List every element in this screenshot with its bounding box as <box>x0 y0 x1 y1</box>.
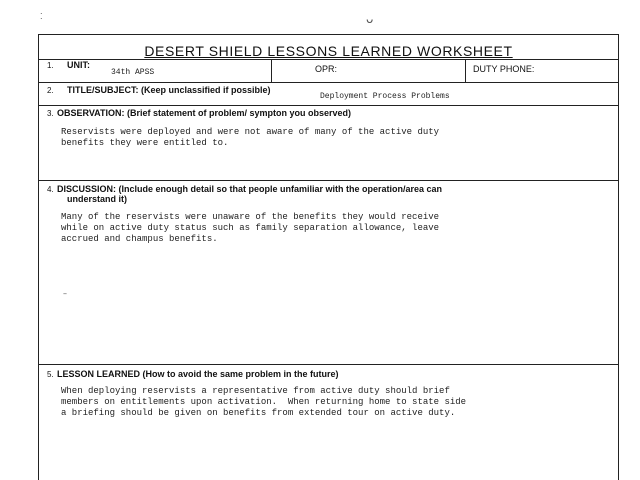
lessons-learned-worksheet <box>38 34 619 480</box>
field-number: 4. <box>47 185 54 194</box>
observation-line: Reservists were deployed and were not aware of many of the active duty <box>61 127 440 137</box>
lesson-learned-label: LESSON LEARNED (How to avoid the same problem in the future) <box>57 369 339 379</box>
unit-value: 34th APSS <box>111 68 155 77</box>
field-number: 3. <box>47 109 54 118</box>
discussion-label: DISCUSSION: (Include enough detail so that people unfamiliar with the operation/area can <box>57 184 443 194</box>
field-number: 2. <box>47 86 54 95</box>
discussion-line: accrued and champus benefits. <box>61 234 218 244</box>
rule <box>39 105 618 106</box>
field-number: 5. <box>47 370 54 379</box>
scan-speck: – <box>63 289 67 298</box>
field-number: 1. <box>47 61 54 70</box>
rule <box>39 59 618 60</box>
observation-line: benefits they were entitled to. <box>61 138 229 148</box>
discussion-line: Many of the reservists were unaware of the benefits they would receive <box>61 212 440 222</box>
lesson-line: members on entitlements upon activation. When returning home to state side <box>61 397 467 407</box>
observation-label: OBSERVATION: (Brief statement of problem/ sympton you observed) <box>57 108 352 118</box>
rule <box>39 82 618 83</box>
rule <box>39 364 618 365</box>
scan-mark: ᴗ <box>366 12 374 26</box>
rule <box>465 59 466 82</box>
title-subject-label: TITLE/SUBJECT: (Keep unclassified if possible) <box>67 85 271 95</box>
scan-speck: ⁚ <box>40 12 43 21</box>
discussion-line: while on active duty status such as family separation allowance, leave <box>61 223 440 233</box>
discussion-label-continued: understand it) <box>67 194 127 204</box>
worksheet-title: DESERT SHIELD LESSONS LEARNED WORKSHEET <box>144 43 513 59</box>
opr-label: OPR: <box>315 64 338 74</box>
duty-phone-label: DUTY PHONE: <box>473 64 535 74</box>
title-subject-value: Deployment Process Problems <box>320 92 450 101</box>
rule <box>39 180 618 181</box>
rule <box>271 59 272 82</box>
lesson-line: When deploying reservists a representative from active duty should brief <box>61 386 450 396</box>
unit-label: UNIT: <box>67 60 90 70</box>
lesson-line: a briefing should be given on benefits from extended tour on active duty. <box>61 408 456 418</box>
